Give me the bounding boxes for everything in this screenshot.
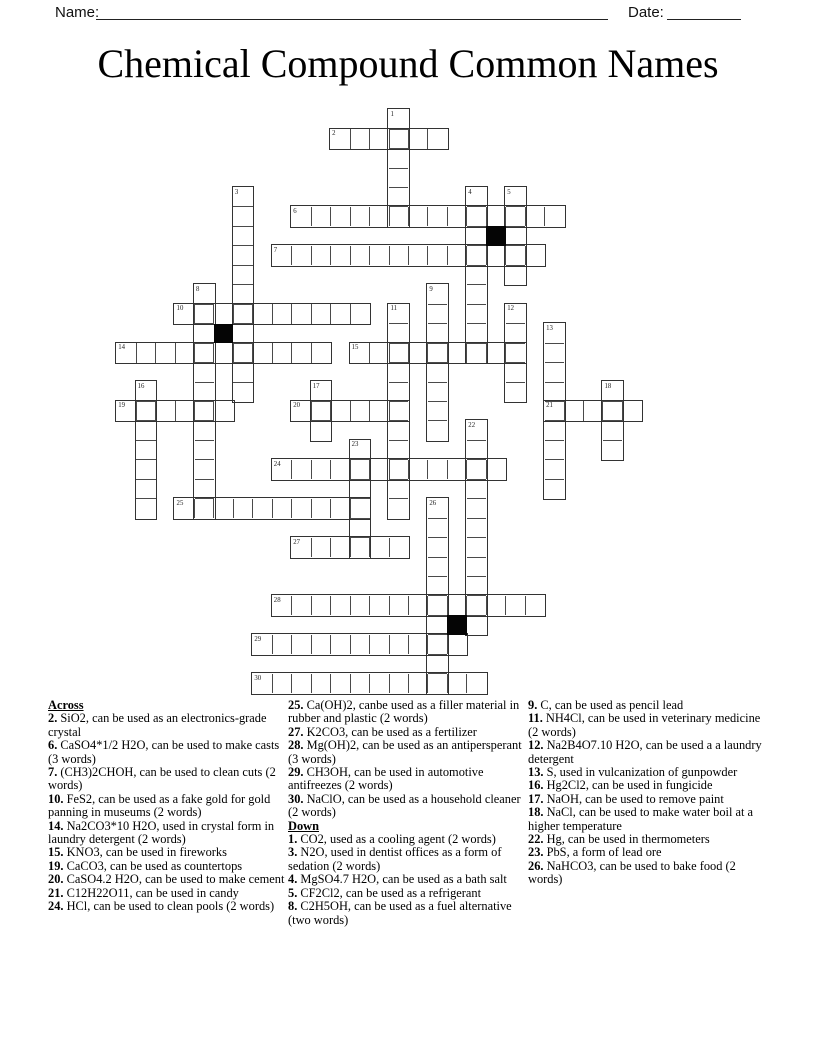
grid-cell[interactable] xyxy=(467,674,486,693)
date-label: Date: xyxy=(628,4,664,21)
cell-number-12: 12 xyxy=(507,305,514,313)
grid-cell[interactable] xyxy=(486,246,505,265)
clue-26: 26. NaHCO3, can be used to bake food (2 words) xyxy=(528,858,736,887)
clue-3: 3. N2O, used in dentist offices as a form of sedation (2 words) xyxy=(288,845,502,873)
grid-cell[interactable] xyxy=(525,246,544,265)
grid-cell-black xyxy=(214,324,233,343)
grid-cell[interactable] xyxy=(195,304,214,323)
grid-cell[interactable] xyxy=(408,207,427,226)
grid-cell[interactable] xyxy=(506,382,525,401)
grid-cell[interactable] xyxy=(311,460,330,479)
grid-cell[interactable] xyxy=(195,401,214,420)
grid-cell[interactable] xyxy=(350,479,369,498)
grid-cell[interactable] xyxy=(175,343,194,362)
grid-cell[interactable] xyxy=(447,635,466,654)
clue-21: 21. C12H22O11, can be used in candy xyxy=(48,885,239,900)
grid-cell[interactable] xyxy=(428,363,447,382)
cell-number-10: 10 xyxy=(176,305,184,313)
grid-cell[interactable] xyxy=(428,538,447,557)
grid-cell[interactable] xyxy=(408,635,427,654)
clue-9: 9. C, can be used as pencil lead xyxy=(528,698,684,712)
grid-cell[interactable] xyxy=(311,596,330,615)
grid-cell[interactable] xyxy=(428,557,447,576)
grid-cell[interactable] xyxy=(389,168,408,187)
grid-cell[interactable] xyxy=(545,363,564,382)
grid-cell[interactable] xyxy=(136,479,155,498)
grid-cell[interactable] xyxy=(467,207,486,226)
grid-cell[interactable] xyxy=(389,499,408,518)
grid-cell[interactable] xyxy=(370,207,389,226)
clue-15: 15. KNO3, can be used in fireworks xyxy=(48,845,227,860)
grid-cell[interactable] xyxy=(467,265,486,284)
grid-cell[interactable] xyxy=(428,674,447,693)
grid-cell[interactable] xyxy=(331,674,350,693)
grid-cell[interactable] xyxy=(408,460,427,479)
grid-cell[interactable] xyxy=(486,343,505,362)
clue-column-1 xyxy=(48,699,286,914)
cell-number-26: 26 xyxy=(429,499,437,507)
grid-cell[interactable] xyxy=(311,343,330,362)
clue-29: 29. CH3OH, can be used in automotive antifreezes (2 words) xyxy=(288,765,484,793)
cell-number-23: 23 xyxy=(351,441,359,449)
grid-cell[interactable] xyxy=(350,499,369,518)
grid-cell[interactable] xyxy=(603,401,622,420)
grid-cell[interactable] xyxy=(156,401,175,420)
grid-cell[interactable] xyxy=(311,401,330,420)
clue-5: 5. CF2Cl2, can be used as a refrigerant xyxy=(288,885,482,900)
grid-cell[interactable] xyxy=(350,246,369,265)
grid-cell[interactable] xyxy=(389,149,408,168)
clue-13: 13. S, used in vulcanization of gunpowder xyxy=(528,765,738,780)
grid-cell[interactable] xyxy=(603,440,622,459)
grid-cell[interactable] xyxy=(292,596,311,615)
clue-18: 18. NaCl, can be used to make water boil at a higher temperature xyxy=(528,805,754,833)
grid-cell[interactable] xyxy=(389,440,408,459)
grid-cell[interactable] xyxy=(467,285,486,304)
clue-11: 11. NH4Cl, can be used in veterinary medicine (2 words) xyxy=(528,711,761,739)
grid-cell[interactable] xyxy=(467,479,486,498)
grid-cell[interactable] xyxy=(428,324,447,343)
grid-cell[interactable] xyxy=(311,304,330,323)
grid-cell[interactable] xyxy=(428,304,447,323)
grid-cell[interactable] xyxy=(292,499,311,518)
grid-cell[interactable] xyxy=(486,207,505,226)
grid-cell[interactable] xyxy=(195,363,214,382)
grid-cell[interactable] xyxy=(272,499,291,518)
grid-cell[interactable] xyxy=(428,246,447,265)
grid-cell[interactable] xyxy=(370,460,389,479)
grid-cell[interactable] xyxy=(370,596,389,615)
grid-cell[interactable] xyxy=(506,343,525,362)
grid-cell[interactable] xyxy=(506,246,525,265)
cell-number-24: 24 xyxy=(273,460,281,468)
clue-17: 17. NaOH, can be used to remove paint xyxy=(528,791,724,806)
grid-cell[interactable] xyxy=(525,596,544,615)
clue-23: 23. PbS, a form of lead ore xyxy=(528,845,662,860)
grid-cell[interactable] xyxy=(272,304,291,323)
grid-cell[interactable] xyxy=(389,188,408,207)
grid-cell[interactable] xyxy=(622,401,641,420)
grid-cell[interactable] xyxy=(545,460,564,479)
grid-cell[interactable] xyxy=(486,460,505,479)
clue-8: 8. C2H5OH, can be used as a fuel alternative (two words) xyxy=(288,899,512,927)
grid-cell[interactable] xyxy=(389,635,408,654)
grid-cell[interactable] xyxy=(195,440,214,459)
grid-cell[interactable] xyxy=(506,363,525,382)
grid-cell[interactable] xyxy=(195,499,214,518)
grid-cell[interactable] xyxy=(350,304,369,323)
clue-7: 7. (CH3)2CHOH, can be used to clean cuts (2 words) xyxy=(48,765,276,793)
grid-cell[interactable] xyxy=(233,265,252,284)
cell-number-20: 20 xyxy=(293,402,301,410)
grid-cell[interactable] xyxy=(389,324,408,343)
grid-cell[interactable] xyxy=(195,324,214,343)
grid-cell[interactable] xyxy=(136,401,155,420)
clue-24: 24. HCl, can be used to clean pools (2 words) xyxy=(48,899,275,914)
grid-cell[interactable] xyxy=(233,343,252,362)
grid-cell[interactable] xyxy=(389,401,408,420)
grid-cell[interactable] xyxy=(253,304,272,323)
clues-down-header: Down xyxy=(288,818,319,833)
cell-number-7: 7 xyxy=(273,246,278,254)
grid-cell[interactable] xyxy=(156,343,175,362)
grid-cell[interactable] xyxy=(331,635,350,654)
grid-cell[interactable] xyxy=(195,343,214,362)
grid-cell[interactable] xyxy=(447,343,466,362)
grid-cell[interactable] xyxy=(331,401,350,420)
grid-cell[interactable] xyxy=(525,207,544,226)
grid-cell[interactable] xyxy=(350,538,369,557)
cell-number-17: 17 xyxy=(312,383,320,390)
clue-4: 4. MgSO4.7 H2O, can be used as a bath salt xyxy=(288,872,507,887)
grid-cell[interactable] xyxy=(389,421,408,440)
grid-cell[interactable] xyxy=(370,538,389,557)
grid-cell[interactable] xyxy=(233,499,252,518)
grid-cell[interactable] xyxy=(428,654,447,673)
grid-cell[interactable] xyxy=(428,421,447,440)
grid-cell[interactable] xyxy=(389,363,408,382)
clues-across-header: Across xyxy=(48,698,84,712)
clue-28: 28. Mg(OH)2, can be used as an antipersperant (3 words) xyxy=(288,738,522,766)
grid-cell[interactable] xyxy=(272,635,291,654)
grid-cell[interactable] xyxy=(467,246,486,265)
clue-20: 20. CaSO4.2 H2O, can be used to make cement xyxy=(48,872,285,887)
grid-cell[interactable] xyxy=(545,382,564,401)
grid-cell[interactable] xyxy=(331,304,350,323)
grid-cell[interactable] xyxy=(447,246,466,265)
grid-cell[interactable] xyxy=(428,382,447,401)
grid-cell[interactable] xyxy=(486,596,505,615)
grid-cell[interactable] xyxy=(136,440,155,459)
grid-cell[interactable] xyxy=(545,207,564,226)
grid-cell[interactable] xyxy=(408,596,427,615)
grid-cell[interactable] xyxy=(350,635,369,654)
grid-cell[interactable] xyxy=(136,343,155,362)
grid-cell[interactable] xyxy=(233,207,252,226)
grid-cell[interactable] xyxy=(447,596,466,615)
grid-cell[interactable] xyxy=(370,129,389,148)
grid-cell[interactable] xyxy=(370,401,389,420)
grid-cell[interactable] xyxy=(428,460,447,479)
cell-number-29: 29 xyxy=(254,635,262,643)
grid-cell[interactable] xyxy=(428,129,447,148)
cell-number-9: 9 xyxy=(429,285,433,293)
grid-cell[interactable] xyxy=(331,538,350,557)
grid-cell[interactable] xyxy=(545,479,564,498)
grid-cell[interactable] xyxy=(408,343,427,362)
cell-number-28: 28 xyxy=(273,596,281,604)
grid-cell[interactable] xyxy=(136,499,155,518)
grid-cell[interactable] xyxy=(389,382,408,401)
cell-number-16: 16 xyxy=(137,383,145,390)
grid-cell[interactable] xyxy=(214,401,233,420)
grid-cell[interactable] xyxy=(506,265,525,284)
grid-cell[interactable] xyxy=(214,343,233,362)
cell-number-14: 14 xyxy=(118,344,125,352)
grid-cell[interactable] xyxy=(253,499,272,518)
grid-cell[interactable] xyxy=(311,538,330,557)
grid-cell[interactable] xyxy=(408,129,427,148)
grid-cell[interactable] xyxy=(467,460,486,479)
clue-column-2 xyxy=(288,699,526,927)
grid-cell[interactable] xyxy=(467,518,486,537)
clue-22: 22. Hg, can be used in thermometers xyxy=(528,832,710,847)
clue-19: 19. CaCO3, can be used as countertops xyxy=(48,858,243,873)
grid-cell[interactable] xyxy=(331,246,350,265)
grid-cell[interactable] xyxy=(311,674,330,693)
grid-cell[interactable] xyxy=(136,421,155,440)
cell-number-13: 13 xyxy=(546,324,553,332)
grid-cell[interactable] xyxy=(428,615,447,634)
cell-number-21: 21 xyxy=(546,402,553,410)
grid-cell[interactable] xyxy=(467,557,486,576)
grid-cell[interactable] xyxy=(175,401,194,420)
grid-cell-black xyxy=(447,615,466,634)
grid-cell[interactable] xyxy=(272,343,291,362)
grid-cell[interactable] xyxy=(389,246,408,265)
grid-cell-black xyxy=(486,226,505,245)
cell-number-6: 6 xyxy=(293,207,297,215)
grid-cell[interactable] xyxy=(408,674,427,693)
grid-cell[interactable] xyxy=(195,460,214,479)
grid-cell[interactable] xyxy=(350,460,369,479)
cell-number-30: 30 xyxy=(254,674,262,682)
grid-cell[interactable] xyxy=(389,460,408,479)
grid-cell[interactable] xyxy=(214,304,233,323)
grid-cell[interactable] xyxy=(447,207,466,226)
grid-cell[interactable] xyxy=(506,596,525,615)
grid-cell[interactable] xyxy=(389,596,408,615)
grid-cell[interactable] xyxy=(233,246,252,265)
grid-cell[interactable] xyxy=(467,304,486,323)
cell-number-5: 5 xyxy=(507,188,511,196)
grid-cell[interactable] xyxy=(311,421,330,440)
grid-cell[interactable] xyxy=(311,246,330,265)
grid-cell[interactable] xyxy=(331,460,350,479)
grid-cell[interactable] xyxy=(389,479,408,498)
grid-cell[interactable] xyxy=(389,343,408,362)
grid-cell[interactable] xyxy=(428,596,447,615)
grid-cell[interactable] xyxy=(467,577,486,596)
grid-cell[interactable] xyxy=(350,129,369,148)
grid-cell[interactable] xyxy=(506,207,525,226)
grid-cell[interactable] xyxy=(233,304,252,323)
grid-cell[interactable] xyxy=(467,324,486,343)
name-label: Name: xyxy=(55,4,100,21)
grid-cell[interactable] xyxy=(311,207,330,226)
cell-number-4: 4 xyxy=(468,188,472,196)
cell-number-3: 3 xyxy=(234,188,239,196)
grid-cell[interactable] xyxy=(428,401,447,420)
cell-number-8: 8 xyxy=(196,285,200,293)
grid-cell[interactable] xyxy=(233,382,252,401)
grid-cell[interactable] xyxy=(292,674,311,693)
grid-cell[interactable] xyxy=(331,499,350,518)
grid-cell[interactable] xyxy=(564,401,583,420)
grid-cell[interactable] xyxy=(584,401,603,420)
grid-cell[interactable] xyxy=(408,246,427,265)
grid-cell[interactable] xyxy=(272,674,291,693)
clue-16: 16. Hg2Cl2, can be used in fungicide xyxy=(528,778,713,793)
grid-cell[interactable] xyxy=(447,460,466,479)
grid-cell[interactable] xyxy=(233,324,252,343)
grid-cell[interactable] xyxy=(195,382,214,401)
clue-6: 6. CaSO4*1/2 H2O, can be used to make casts (3 words) xyxy=(48,738,280,766)
grid-cell[interactable] xyxy=(467,538,486,557)
grid-cell[interactable] xyxy=(506,226,525,245)
cell-number-27: 27 xyxy=(293,538,301,546)
grid-cell[interactable] xyxy=(428,635,447,654)
grid-cell[interactable] xyxy=(428,343,447,362)
grid-cell[interactable] xyxy=(545,421,564,440)
grid-cell[interactable] xyxy=(545,343,564,362)
grid-cell[interactable] xyxy=(292,246,311,265)
grid-cell[interactable] xyxy=(311,635,330,654)
cell-number-19: 19 xyxy=(118,402,125,410)
page-title: Chemical Compound Common Names xyxy=(97,41,719,86)
grid-cell[interactable] xyxy=(506,324,525,343)
clue-25: 25. Ca(OH)2, canbe used as a filler material in rubber and plastic (2 words) xyxy=(288,698,520,726)
grid-cell[interactable] xyxy=(350,674,369,693)
clue-12: 12. Na2B4O7.10 H2O, can be used a a laundry detergent xyxy=(528,738,762,766)
cell-number-18: 18 xyxy=(604,383,612,390)
cell-number-1: 1 xyxy=(390,110,394,118)
cell-number-11: 11 xyxy=(390,305,398,313)
cell-number-15: 15 xyxy=(351,344,359,352)
grid-cell[interactable] xyxy=(467,499,486,518)
grid-cell[interactable] xyxy=(214,499,233,518)
clue-27: 27. K2CO3, can be used as a fertilizer xyxy=(288,724,477,739)
clue-2: 2. SiO2, can be used as an electronics-grade crystal xyxy=(48,711,267,739)
grid-cell[interactable] xyxy=(389,207,408,226)
grid-cell[interactable] xyxy=(350,596,369,615)
grid-cell[interactable] xyxy=(233,363,252,382)
grid-cell[interactable] xyxy=(292,343,311,362)
grid-cell[interactable] xyxy=(447,674,466,693)
grid-cell[interactable] xyxy=(292,460,311,479)
clue-1: 1. CO2, used as a cooling agent (2 words) xyxy=(288,832,496,847)
clue-14: 14. Na2CO3*10 H2O, used in crystal form in laundry detergent (2 words) xyxy=(48,818,275,847)
grid-cell[interactable] xyxy=(467,596,486,615)
grid-cell[interactable] xyxy=(253,343,272,362)
grid-cell[interactable] xyxy=(350,401,369,420)
cell-number-25: 25 xyxy=(176,499,184,507)
grid-cell[interactable] xyxy=(467,343,486,362)
grid-cell[interactable] xyxy=(233,285,252,304)
grid-cell[interactable] xyxy=(195,421,214,440)
grid-cell[interactable] xyxy=(428,577,447,596)
clue-30: 30. NaClO, can be used as a household cleaner (2 words) xyxy=(288,791,521,820)
grid-cell[interactable] xyxy=(389,674,408,693)
grid-cell[interactable] xyxy=(428,518,447,537)
grid-cell[interactable] xyxy=(350,207,369,226)
grid-cell[interactable] xyxy=(370,246,389,265)
grid-cell[interactable] xyxy=(428,207,447,226)
clue-column-3 xyxy=(528,699,766,887)
cell-number-22: 22 xyxy=(468,421,476,429)
grid-cell[interactable] xyxy=(136,460,155,479)
grid-cell[interactable] xyxy=(467,615,486,634)
grid-cell[interactable] xyxy=(233,226,252,245)
grid-cell[interactable] xyxy=(603,421,622,440)
grid-cell[interactable] xyxy=(350,518,369,537)
clue-10: 10. FeS2, can be used as a fake gold for gold panning in museums (2 words) xyxy=(48,791,271,820)
grid-cell[interactable] xyxy=(331,207,350,226)
cell-number-2: 2 xyxy=(332,130,336,138)
grid-cell[interactable] xyxy=(370,343,389,362)
grid-cell[interactable] xyxy=(195,479,214,498)
grid-cell[interactable] xyxy=(370,674,389,693)
grid-cell[interactable] xyxy=(370,635,389,654)
grid-cell[interactable] xyxy=(389,538,408,557)
grid-cell[interactable] xyxy=(389,129,408,148)
grid-cell[interactable] xyxy=(467,226,486,245)
grid-cell[interactable] xyxy=(545,440,564,459)
grid-cell[interactable] xyxy=(292,635,311,654)
grid-cell[interactable] xyxy=(467,440,486,459)
grid-cell[interactable] xyxy=(331,596,350,615)
grid-cell[interactable] xyxy=(292,304,311,323)
grid-cell[interactable] xyxy=(311,499,330,518)
